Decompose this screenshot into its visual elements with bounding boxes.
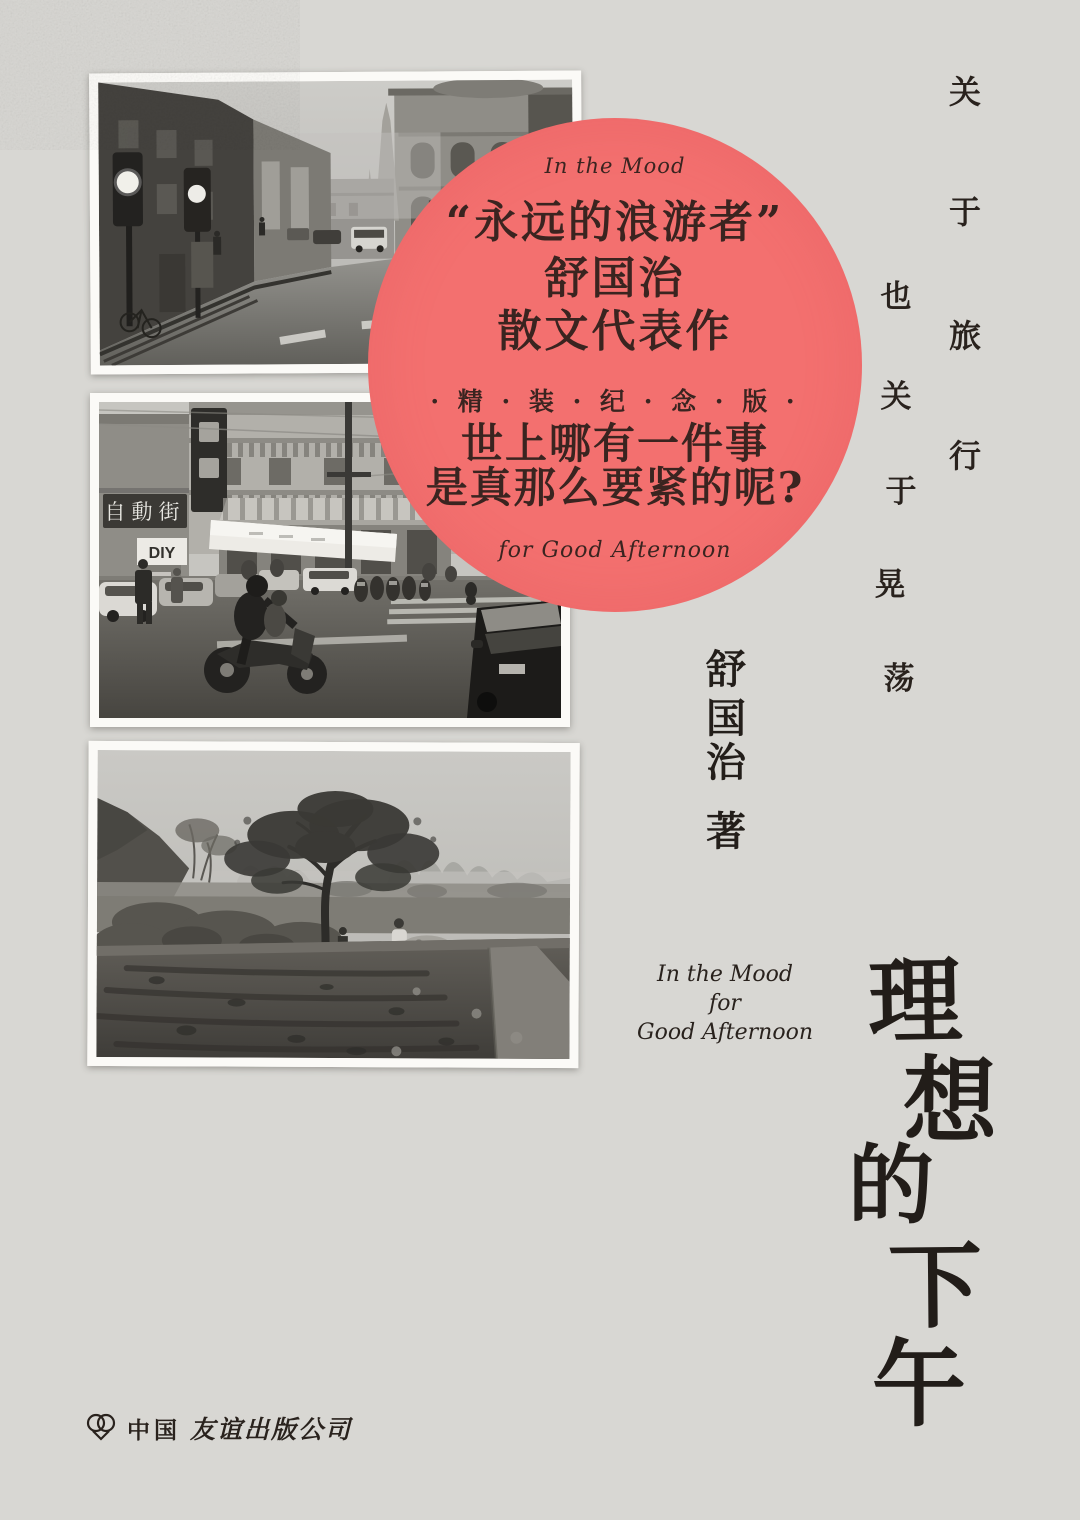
badge-headline-line1: “永远的浪游者”: [445, 197, 785, 248]
badge-english-top: In the Mood: [544, 154, 686, 178]
english-title-line: Good Afternoon: [637, 1020, 813, 1045]
english-title-line: for: [709, 991, 741, 1016]
diy-sign-text: DIY: [148, 545, 176, 562]
author-suffix: 著: [706, 808, 746, 855]
side-text-left-char: 荡: [883, 661, 915, 697]
english-title-block: [608, 960, 842, 1047]
side-text-left-char: 也: [880, 279, 912, 315]
side-text-left-char: 关: [880, 379, 912, 415]
friendship-rings-heart-icon: [84, 1411, 118, 1445]
street-box: [191, 242, 213, 288]
main-title-char: 午: [872, 1330, 967, 1440]
main-title-char: 的: [848, 1135, 934, 1236]
badge-headline-line2: 舒国治: [544, 253, 686, 304]
author-name-char: 国: [706, 695, 746, 742]
badge-quote-line1: 世上哪有一件事: [460, 419, 769, 468]
english-title-line: In the Mood: [657, 962, 793, 987]
promo-badge-circle: [368, 118, 862, 612]
street-sign-text: 自動街: [104, 500, 186, 524]
author-name-char: 治: [706, 739, 746, 786]
side-text-right-char: 行: [948, 437, 981, 475]
badge-quote-line2: 是真那么要紧的呢?: [425, 463, 805, 512]
publisher-line: [84, 1410, 352, 1446]
photo-field-tree: [87, 741, 579, 1068]
distant-rider: [465, 582, 477, 605]
main-title-char: 想: [902, 1046, 998, 1158]
badge-english-bottom: for Good Afternoon: [498, 538, 732, 563]
main-title-char: 理: [867, 946, 963, 1058]
pole-crossarm: [327, 472, 371, 477]
foreground-dark-car: [467, 600, 561, 718]
side-text-right-char: 旅: [948, 317, 981, 355]
white-sedan: [303, 568, 357, 595]
side-text-right-char: 关: [948, 73, 981, 111]
badge-headline-line3: 散文代表作: [497, 306, 733, 357]
car: [313, 230, 341, 244]
author-name-char: 舒: [706, 646, 746, 693]
field-tree-illustration: [96, 750, 570, 1059]
publisher-company: 友谊出版公司: [190, 1415, 353, 1444]
side-text-left-char: 晃: [874, 567, 906, 603]
doorway-shadow: [159, 254, 185, 312]
publisher-country: 中国: [127, 1416, 181, 1444]
main-title-char: 下: [887, 1231, 983, 1343]
vertical-dark-sign: [191, 408, 227, 512]
side-text-left-char: 于: [885, 474, 917, 510]
car: [287, 228, 309, 240]
side-text-right-char: 于: [948, 193, 981, 231]
badge-edition-line: · 精 · 装 · 纪 · 念 · 版 ·: [430, 387, 800, 416]
